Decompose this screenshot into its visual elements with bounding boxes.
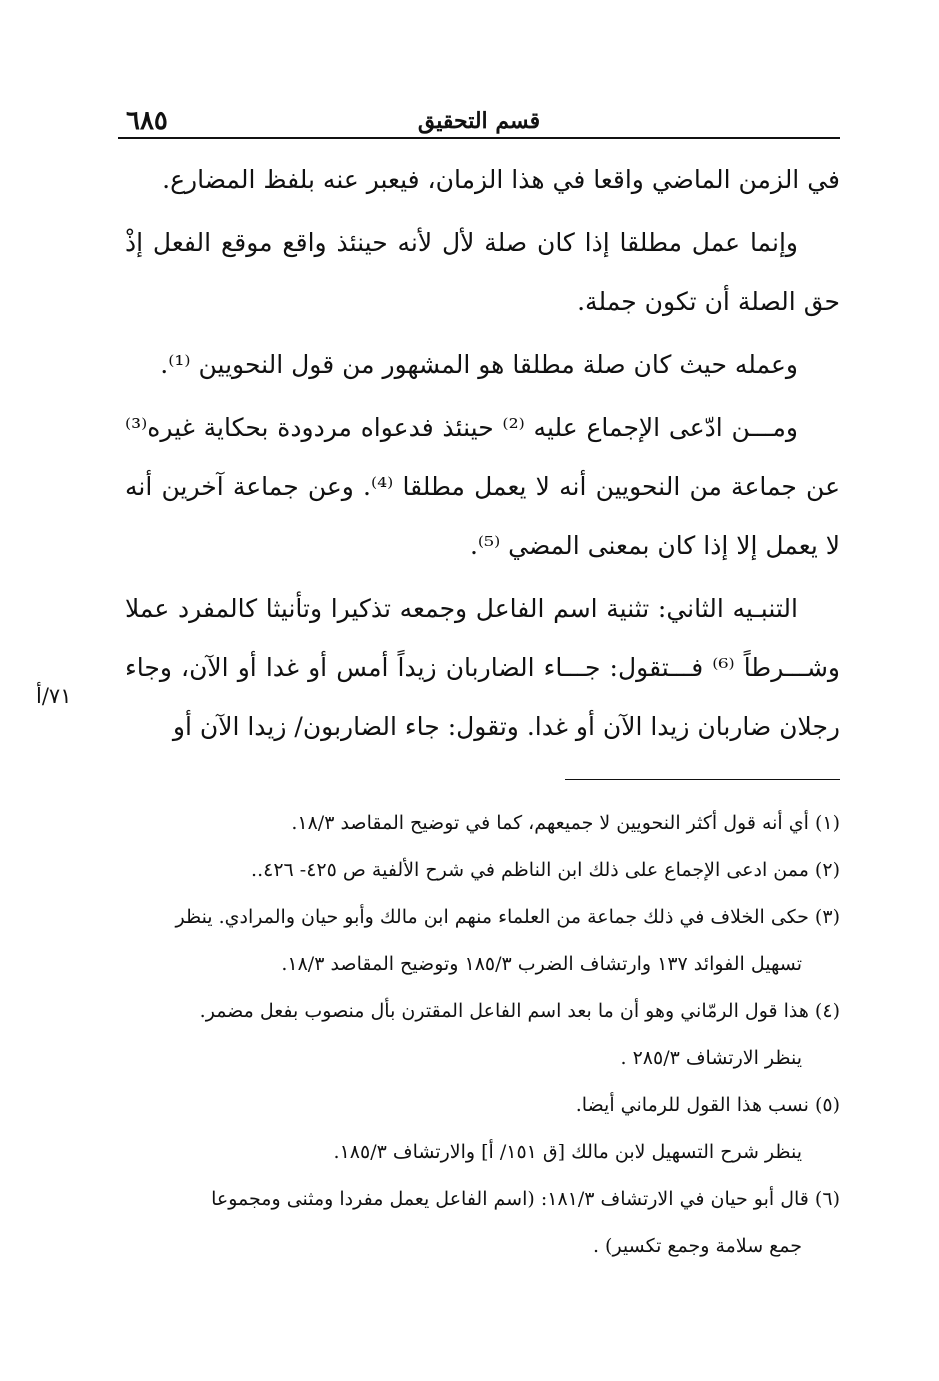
- footnotes: [125, 800, 840, 1270]
- header-rule: [118, 137, 840, 139]
- footnote-3-continuation: تسهيل الفوائد ١٣٧ وارتشاف الضرب ١٨٥/٣ وتوضيح المقاصد ١٨/٣.: [281, 953, 802, 975]
- page-number: ٦٨٥: [126, 106, 168, 136]
- footnote-2: (٢) ممن ادعى الإجماع على ذلك ابن الناظم في شرح الألفية ص ٤٢٥- ٤٢٦..: [251, 859, 840, 881]
- paragraph-1: في الزمن الماضي واقعا في هذا الزمان، فيعبر عنه بلفظ المضارع.: [162, 165, 840, 194]
- footnote-1: (١) أي أنه قول أكثر النحويين لا جميعهم، كما في توضيح المقاصد ١٨/٣.: [291, 812, 840, 834]
- running-title: قسم التحقيق: [417, 108, 541, 134]
- footnote-4: (٤) هذا قول الرمّاني وهو أن ما بعد اسم الفاعل المقترن بأل منصوب بفعل مضمر.: [199, 1000, 840, 1022]
- footnote-6: (٦) قال أبو حيان في الارتشاف ١٨١/٣: (اسم الفاعل يعمل مفردا ومثنى ومجموعا: [211, 1188, 840, 1210]
- paragraph-2: وإنما عمل مطلقا إذا كان صلة لأل لأنه حينئذ واقع موقع الفعل إذْ حق الصلة أن تكون جملة.: [125, 228, 840, 316]
- paragraph-3: وعمله حيث كان صلة مطلقا هو المشهور من قول النحويين ⁽¹⁾.: [160, 350, 798, 379]
- paragraph-4: ومـــن ادّعى الإجماع عليه ⁽²⁾ حينئذ فدعواه مردودة بحكاية غيره⁽³⁾ عن جماعة من النحويين أنه لا يعمل مطلقا ⁽⁴⁾. وعن جماعة آخرين أنه لا يعمل إلا إذا كان بمعنى المضي ⁽⁵⁾.: [125, 413, 841, 560]
- manuscript-folio-note: ٧١/أ: [36, 684, 72, 708]
- footnote-separator: [565, 779, 840, 780]
- footnote-5-continuation: ينظر شرح التسهيل لابن مالك [ق ١٥١/ أ] والارتشاف ١٨٥/٣.: [333, 1141, 802, 1163]
- footnote-6-continuation: جمع سلامة وجمع تكسير) .: [592, 1235, 802, 1257]
- footnote-3: (٣) حكى الخلاف في ذلك جماعة من العلماء منهم ابن مالك وأبو حيان والمرادي. ينظر: [175, 906, 840, 928]
- main-text: [125, 150, 840, 760]
- footnote-4-continuation: ينظر الارتشاف ٢٨٥/٣ .: [620, 1047, 802, 1069]
- paragraph-5: التنبـيه الثاني: تثنية اسم الفاعل وجمعه تذكيرا وتأنيثا كالمفرد عملا وشـــرطاً ⁽⁶⁾ فـــتقول: جـــاء الضاربان زيداً أمس أو غدا أو الآن، وجاء رجلان ضاربان زيدا الآن أو غدا. وتقول: جاء الضاربون/ زيدا الآن أو: [125, 594, 840, 741]
- footnote-5: (٥) نسب هذا القول للرماني أيضا.: [575, 1094, 840, 1116]
- page-header: [118, 104, 840, 138]
